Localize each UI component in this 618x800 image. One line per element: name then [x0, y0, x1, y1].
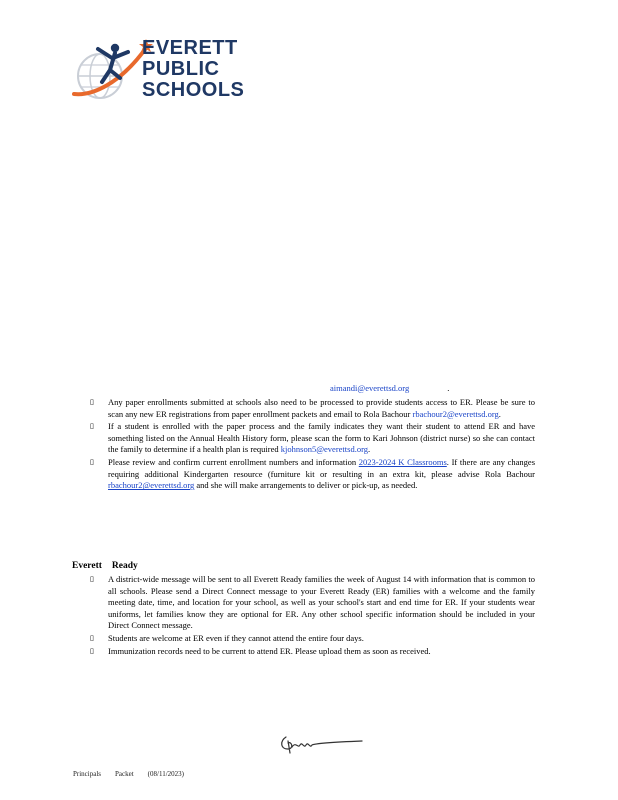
logo-line-3: SCHOOLS [142, 79, 245, 101]
everett-ready-bullet-list [90, 574, 535, 658]
bullet-icon: ▯ [90, 646, 94, 655]
bullet-icon: ▯ [90, 422, 94, 431]
list-item: ▯ Any paper enrollments submitted at schools also need to be processed to provide students access to ER. Please be sure to scan any new ER registrations from paper enrollment packets and email to Rola Bachour rbachour2@everettsd.org. [90, 397, 535, 419]
top-email-link[interactable]: aimandi@everettsd.org [330, 383, 410, 393]
bullet-icon: ▯ [90, 575, 94, 583]
logo-line-1: EVERETT [142, 37, 238, 59]
top-email-line: aimandi@everettsd.org . [330, 383, 450, 393]
k-classrooms-link[interactable]: 2023-2024 K Classrooms [358, 456, 447, 467]
list-item: ▯ Please review and confirm current enrollment numbers and information 2023-2024 K Classrooms. If there are any changes requiring additional Kindergarten resource (furniture kit or resulting in an extra kit, please advise Rola Bachour rbachour2@everettsd.org and she will make arrangements to deliver or pick-up, as needed. [90, 456, 536, 491]
list-item: ▯ Immunization records need to be current to attend ER. Please upload them as soon as received. [90, 645, 431, 656]
bullet-icon: ▯ [90, 633, 94, 642]
email-link-rbachour-2[interactable]: rbachour2@everettsd.org [108, 480, 195, 491]
logo-line-2: PUBLIC [142, 58, 220, 80]
page-footer: Principals Packet (08/11/2023) [73, 770, 184, 778]
everett-ready-heading: Everett Ready [72, 561, 138, 571]
email-link-kjohnson[interactable]: kjohnson5@everettsd.org [280, 444, 369, 455]
bullet-icon: ▯ [90, 457, 94, 466]
list-item: ▯ Students are welcome at ER even if they cannot attend the entire four days. [90, 632, 364, 643]
list-item: ▯ A district-wide message will be sent to all Everett Ready families the week of August 14 with information that is common to all schools. Please send a Direct Connect message to your Everett Ready (ER) families with a welcome and the family meeting date, time, and location for your school, as well as your school's start and end time for ER. If your students wear uniforms, let families know they are optional for ER. Any other school specific information should be included in your Direct Connect message. [90, 574, 535, 631]
signature-icon [276, 727, 366, 757]
email-link-rbachour[interactable]: rbachour2@everettsd.org [412, 408, 499, 419]
list-item: ▯ If a student is enrolled with the paper process and the family indicates they want their student to attend ER and have something listed on the Annual Health History form, please scan the form to Kari Johnson (district nurse) so she can contact the family to determine if a health plan is required kjohnson5@everettsd.org. [90, 421, 535, 455]
logo-wordmark [142, 38, 244, 101]
enrollment-bullet-list [90, 397, 535, 493]
bullet-icon: ▯ [90, 398, 94, 406]
